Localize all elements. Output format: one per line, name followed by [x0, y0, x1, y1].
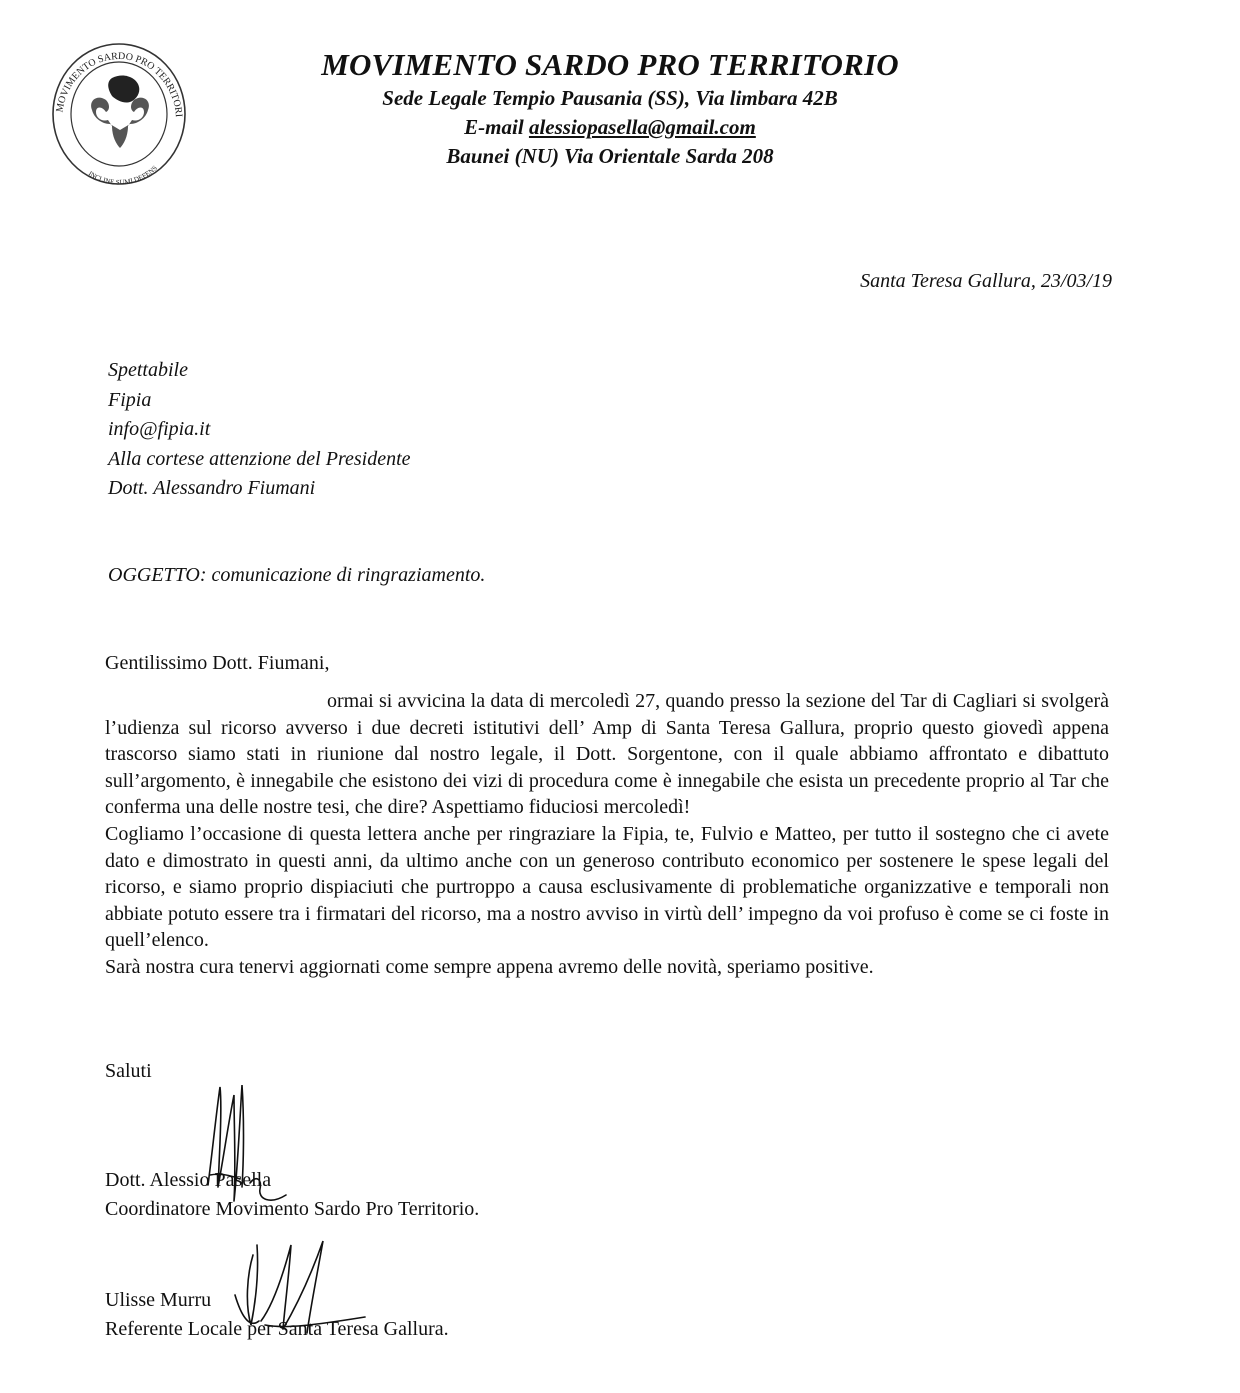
letter-date: Santa Teresa Gallura, 23/03/19 [860, 270, 1112, 292]
recipient-line: Dott. Alessandro Fiumani [108, 477, 316, 499]
email-link[interactable]: alessiopasella@gmail.com [528, 115, 756, 139]
body-paragraph: Sarà nostra cura tenervi aggiornati come sempre appena avremo delle novità, speriamo positive. [105, 955, 874, 978]
signatory-name: Ulisse Murru [105, 1289, 212, 1311]
recipient-line: Fipia [108, 388, 152, 411]
recipient-email: info@fipia.it [108, 418, 211, 440]
recipient-line: Alla cortese attenzione del Presidente [108, 447, 411, 470]
recipient-line: Spettabile [108, 359, 188, 381]
signatory-role: Referente Locale per Santa Teresa Gallura. [105, 1318, 449, 1340]
organization-seal-logo [50, 40, 188, 188]
greeting: Gentilissimo Dott. Fiumani, [105, 652, 330, 674]
seal-motto: INCLINE SUMI DEFENS [86, 164, 159, 187]
office-line: Baunei (NU) Via Orientale Sarda 208 [446, 144, 774, 168]
body-paragraph: ormai si avvicina la data di mercoledì 27, quando presso la sezione del Tar di Cagliari si svolgerà l’udienza sul ricorso avverso i due decreti istitutivi dell’ Amp di Santa Teresa Gallura, proprio questo giovedì appena trascorso siamo stati in riunione dal nostro legale, il Dott. Sorgentone, con il quale abbiamo affrontato e dibattuto sull’argomento, è innegabile che esistono dei vizi di procedura come è innegabile che esista un precedente proprio al Tar che conferma una delle nostre tesi, che dire? Aspettiamo fiduciosi mercoledì! [105, 690, 1109, 819]
recipient-block [108, 356, 411, 504]
signatory-role: Coordinatore Movimento Sardo Pro Territorio. [105, 1198, 480, 1220]
seal-text: MOVIMENTO SARDO PRO TERRITORI [54, 50, 184, 118]
signatory-block [105, 1286, 449, 1344]
letterhead [300, 46, 920, 171]
closing: Saluti [105, 1060, 152, 1082]
email-label: E-mail [464, 115, 524, 139]
body-paragraph: Cogliamo l’occasione di questa lettera anche per ringraziare la Fipia, te, Fulvio e Matteo, per tutto il sostegno che ci avete dato e dimostrato in questi anni, da ultimo anche con un generoso contributo economico per sostenere le spese legali del ricorso, e siamo proprio dispiaciuti che purtroppo a causa esclusivamente di problematiche organizzative e temporali non abbiate potuto essere tra i firmatari del ricorso, ma a nostro avviso in virtù dell’ impegno da voi profuso è come se ci foste in quell’elenco. [105, 822, 1109, 952]
address-line: Sede Legale Tempio Pausania (SS), Via limbara 42B [382, 86, 838, 110]
email-line [300, 113, 920, 142]
organization-title: MOVIMENTO SARDO PRO TERRITORIO [321, 47, 899, 82]
signatory-name: Dott. Alessio Pasella [105, 1169, 272, 1191]
letter-subject: OGGETTO: comunicazione di ringraziamento. [108, 564, 486, 586]
signatory-block [105, 1166, 479, 1224]
letter-body [105, 688, 1109, 981]
